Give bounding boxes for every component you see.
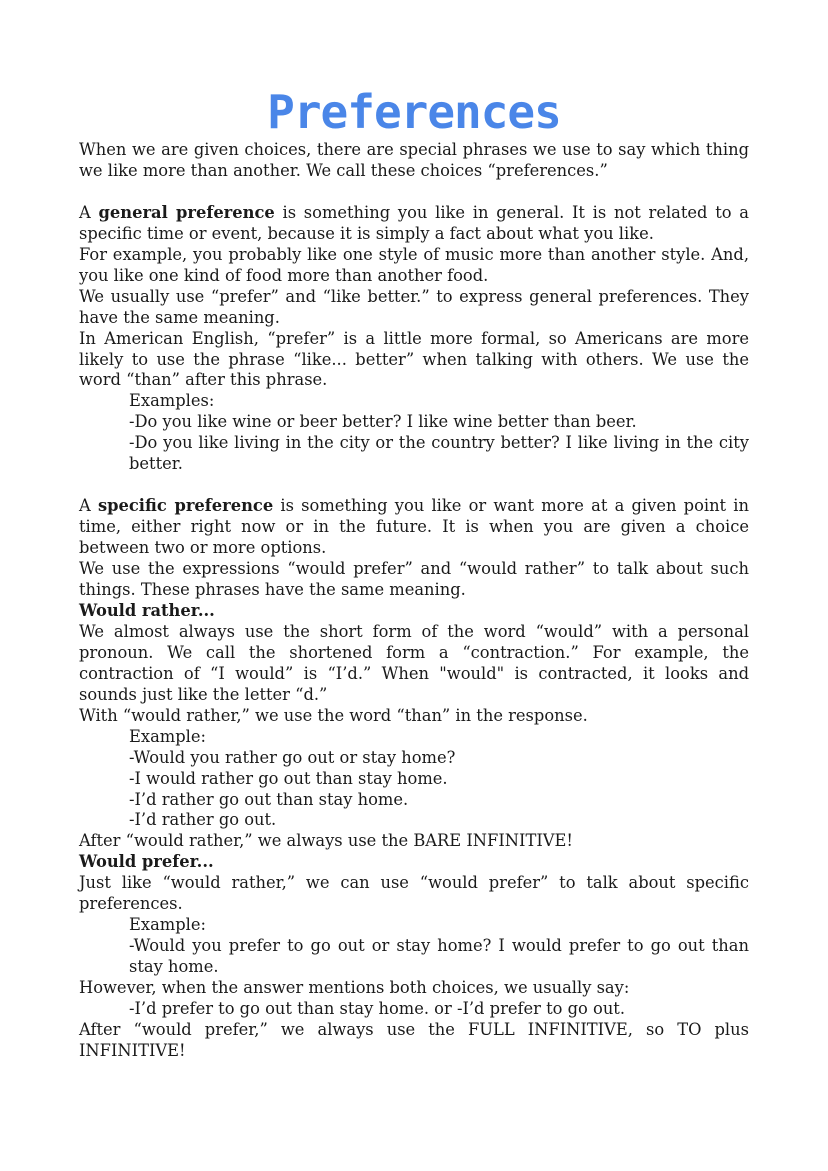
general-lead: A	[79, 202, 91, 222]
specific-definition	[79, 496, 749, 559]
general-definition	[79, 203, 749, 245]
intro-paragraph: When we are given choices, there are special phrases we use to say which thing we like more than another. We call these choices “preferences.”	[79, 140, 749, 180]
spacer	[79, 475, 749, 496]
general-example-2: -Do you like living in the city or the country better? I like living in the city better.	[129, 433, 749, 474]
worksheet-body	[79, 140, 749, 1062]
specific-def-text: is something you like or want more at a given point in time, either right now or in the future. It is when you are given a choice between two or more options.	[79, 496, 750, 558]
would-prefer-example-2: -I’d prefer to go out than stay home. or -I’d prefer to go out.	[129, 999, 626, 1019]
would-prefer-example-label: Example:	[129, 915, 206, 935]
would-prefer-note: After “would prefer,” we always use the FULL INFINITIVE, so TO plus INFINITIVE!	[79, 1020, 749, 1060]
general-def-text: is something you like in general. It is not related to a specific time or event, because it is simply a fact about what you like.	[79, 202, 749, 243]
would-prefer-heading: Would prefer...	[79, 852, 214, 872]
general-paragraph-4: In American English, “prefer” is a little more formal, so Americans are more likely to use the phrase “like... better” when talking with others. We use the word “than” after this phrase.	[79, 328, 749, 390]
specific-lead: A	[79, 496, 91, 516]
would-rather-heading: Would rather...	[79, 600, 215, 620]
spacer	[79, 182, 749, 203]
would-prefer-paragraph-1: Just like “would rather,” we can use “would prefer” to talk about specific preferences.	[79, 873, 749, 914]
general-term: general preference	[98, 202, 275, 222]
would-prefer-paragraph-2: However, when the answer mentions both choices, we usually say:	[79, 978, 630, 998]
would-rather-paragraph-1: We almost always use the short form of the word “would” with a personal pronoun. We call the shortened form a “contraction.” For example, the contraction of “I would” is “I’d.” When "would" is contracted, it looks and sounds just like the letter “d.”	[79, 621, 749, 704]
would-rather-example-4: -I’d rather go out.	[129, 810, 277, 830]
page-title: Preferences	[267, 85, 561, 139]
general-paragraph-2: For example, you probably like one style of music more than another style. And, you like one kind of food more than another food.	[79, 244, 749, 285]
would-rather-paragraph-2: With “would rather,” we use the word “than” in the response.	[79, 705, 588, 725]
would-rather-example-3: -I’d rather go out than stay home.	[129, 789, 409, 809]
general-example-1: -Do you like wine or beer better? I like wine better than beer.	[129, 412, 637, 432]
general-paragraph-3: We usually use “prefer” and “like better.” to express general preferences. They have the same meaning.	[79, 286, 749, 327]
would-rather-note: After “would rather,” we always use the BARE INFINITIVE!	[79, 831, 573, 851]
general-examples-label: Examples:	[129, 391, 215, 411]
would-rather-example-1: -Would you rather go out or stay home?	[129, 747, 456, 767]
would-rather-example-2: -I would rather go out than stay home.	[129, 768, 448, 788]
would-rather-example-label: Example:	[129, 726, 206, 746]
specific-paragraph-2: We use the expressions “would prefer” and “would rather” to talk about such things. These phrases have the same meaning.	[79, 559, 749, 599]
would-prefer-example-1: -Would you prefer to go out or stay home? I would prefer to go out than stay home.	[129, 936, 749, 977]
specific-term: specific preference	[97, 496, 274, 516]
